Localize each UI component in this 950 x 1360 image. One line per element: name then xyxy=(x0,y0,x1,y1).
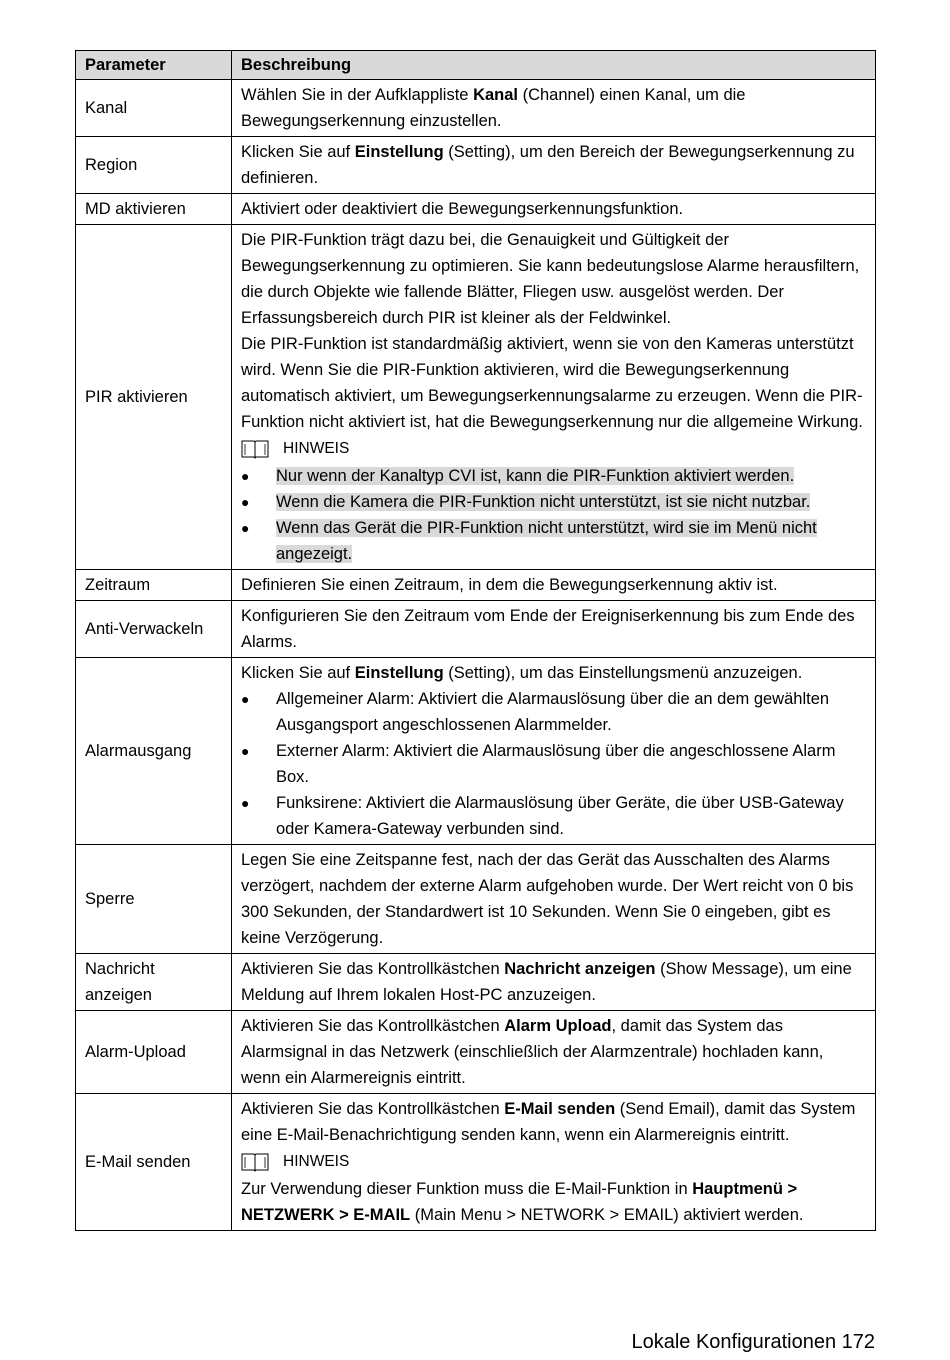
param-description: Wählen Sie in der Aufklappliste Kanal (Channel) einen Kanal, um die Bewegungserkennung einzustellen. xyxy=(232,80,876,137)
header-parameter: Parameter xyxy=(76,51,232,80)
book-icon xyxy=(241,1152,269,1172)
param-description: Klicken Sie auf Einstellung (Setting), um das Einstellungsmenü anzuzeigen. ● Allgemeiner Alarm: Aktiviert die Alarmauslösung über die an dem gewählten Ausgangsport angeschlossenen Alarmmelder. ● Externer Alarm: Aktiviert die Alarmauslösung über die angeschlossene Alarm Box. ● Funksirene: Aktiviert die Alarmauslösung über Geräte, die über USB-Gateway oder Kamera-Gateway verbunden sind. xyxy=(232,658,876,845)
note-label: HINWEIS xyxy=(283,1153,350,1170)
param-name: Region xyxy=(76,137,232,194)
list-item: ● Externer Alarm: Aktiviert die Alarmauslösung über die angeschlossene Alarm Box. xyxy=(241,742,836,786)
param-description: Aktiviert oder deaktiviert die Bewegungserkennungsfunktion. xyxy=(232,194,876,225)
param-description: Aktivieren Sie das Kontrollkästchen Nachricht anzeigen (Show Message), um eine Meldung auf Ihrem lokalen Host-PC anzuzeigen. xyxy=(232,954,876,1011)
param-name: Kanal xyxy=(76,80,232,137)
param-description: Definieren Sie einen Zeitraum, in dem die Bewegungserkennung aktiv ist. xyxy=(232,570,876,601)
table-row-email xyxy=(76,1094,876,1231)
param-description: Klicken Sie auf Einstellung (Setting), um den Bereich der Bewegungserkennung zu definieren. xyxy=(232,137,876,194)
param-description: Aktivieren Sie das Kontrollkästchen Alarm Upload, damit das System das Alarmsignal in das Netzwerk (einschließlich der Alarmzentrale) hochladen kann, wenn ein Alarmereignis eintritt. xyxy=(232,1011,876,1094)
table-row-anti-verwackeln xyxy=(76,601,876,658)
header-description: Beschreibung xyxy=(232,51,876,80)
page-footer: Lokale Konfigurationen 172 xyxy=(631,1331,875,1353)
table-row-sperre xyxy=(76,845,876,954)
param-description: Aktivieren Sie das Kontrollkästchen E-Mail senden (Send Email), damit das System eine E-Mail-Benachrichtigung senden kann, wenn ein Alarmereignis eintritt. HINWEIS Zur Verwendung dieser Funktion muss die E-Mail-Funktion in Hauptmenü > NETZWERK > E-MAIL (Main Menu > NETWORK > EMAIL) aktiviert werden. xyxy=(232,1094,876,1231)
table-row-kanal xyxy=(76,80,876,137)
pir-paragraph-1: Die PIR-Funktion trägt dazu bei, die Genauigkeit und Gültigkeit der Bewegungserkennung zu optimieren. Sie kann bedeutungslose Alarme herausfiltern, die durch Objekte wie fallende Blätter, Fliegen usw. ausgelöst werden. Der Erfassungsbereich durch PIR ist kleiner als der Feldwinkel. xyxy=(241,231,860,327)
param-name: Zeitraum xyxy=(76,570,232,601)
list-item: ● Funksirene: Aktiviert die Alarmauslösung über Geräte, die über USB-Gateway oder Kamera-Gateway verbunden sind. xyxy=(241,794,844,838)
param-description: Legen Sie eine Zeitspanne fest, nach der das Gerät das Ausschalten des Alarms verzögert, nachdem der externe Alarm aufgehoben wurde. Der Wert reicht von 0 bis 300 Sekunden, der Standardwert ist 10 Sekunden. Wenn Sie 0 eingeben, gibt es keine Verzögerung. xyxy=(232,845,876,954)
table-row-nachricht xyxy=(76,954,876,1011)
table-header-row xyxy=(76,51,876,80)
param-name: Alarmausgang xyxy=(76,658,232,845)
param-name: E-Mail senden xyxy=(76,1094,232,1231)
note-text: Zur Verwendung dieser Funktion muss die E-Mail-Funktion in Hauptmenü > NETZWERK > E-MAIL (Main Menu > NETWORK > EMAIL) aktiviert werden. xyxy=(241,1180,804,1224)
table-row-alarmausgang xyxy=(76,658,876,845)
param-description: Konfigurieren Sie den Zeitraum vom Ende der Ereigniserkennung bis zum Ende des Alarms. xyxy=(232,601,876,658)
pir-paragraph-2: Die PIR-Funktion ist standardmäßig aktiviert, wenn sie von den Kameras unterstützt wird. Wenn Sie die PIR-Funktion aktivieren, wird die Bewegungserkennung automatisch aktiviert, um Bewegungserkennungsalarme zu erzeugen. Wenn die PIR-Funktion nicht aktiviert ist, hat die Bewegungserkennung nur die allgemeine Wirkung. xyxy=(241,335,863,431)
book-icon xyxy=(241,439,269,459)
param-name: Anti-Verwackeln xyxy=(76,601,232,658)
parameter-table xyxy=(75,50,876,1231)
note-header xyxy=(241,1148,866,1176)
table-row-alarm-upload xyxy=(76,1011,876,1094)
note-label: HINWEIS xyxy=(283,440,350,457)
param-name: Nachricht anzeigen xyxy=(76,954,232,1011)
param-name: Alarm-Upload xyxy=(76,1011,232,1094)
param-name: PIR aktivieren xyxy=(76,225,232,570)
list-item: ● Wenn die Kamera die PIR-Funktion nicht unterstützt, ist sie nicht nutzbar. xyxy=(241,493,811,511)
note-header xyxy=(241,435,866,463)
table-row-zeitraum xyxy=(76,570,876,601)
table-row-md xyxy=(76,194,876,225)
table-row-pir xyxy=(76,225,876,570)
list-item: ● Allgemeiner Alarm: Aktiviert die Alarmauslösung über die an dem gewählten Ausgangsport angeschlossenen Alarmmelder. xyxy=(241,690,830,734)
list-item: ● Nur wenn der Kanaltyp CVI ist, kann die PIR-Funktion aktiviert werden. xyxy=(241,467,795,485)
param-name: MD aktivieren xyxy=(76,194,232,225)
param-description xyxy=(232,225,876,570)
list-item: ● Wenn das Gerät die PIR-Funktion nicht unterstützt, wird sie im Menü nicht angezeigt. xyxy=(241,519,817,563)
param-name: Sperre xyxy=(76,845,232,954)
table-row-region xyxy=(76,137,876,194)
